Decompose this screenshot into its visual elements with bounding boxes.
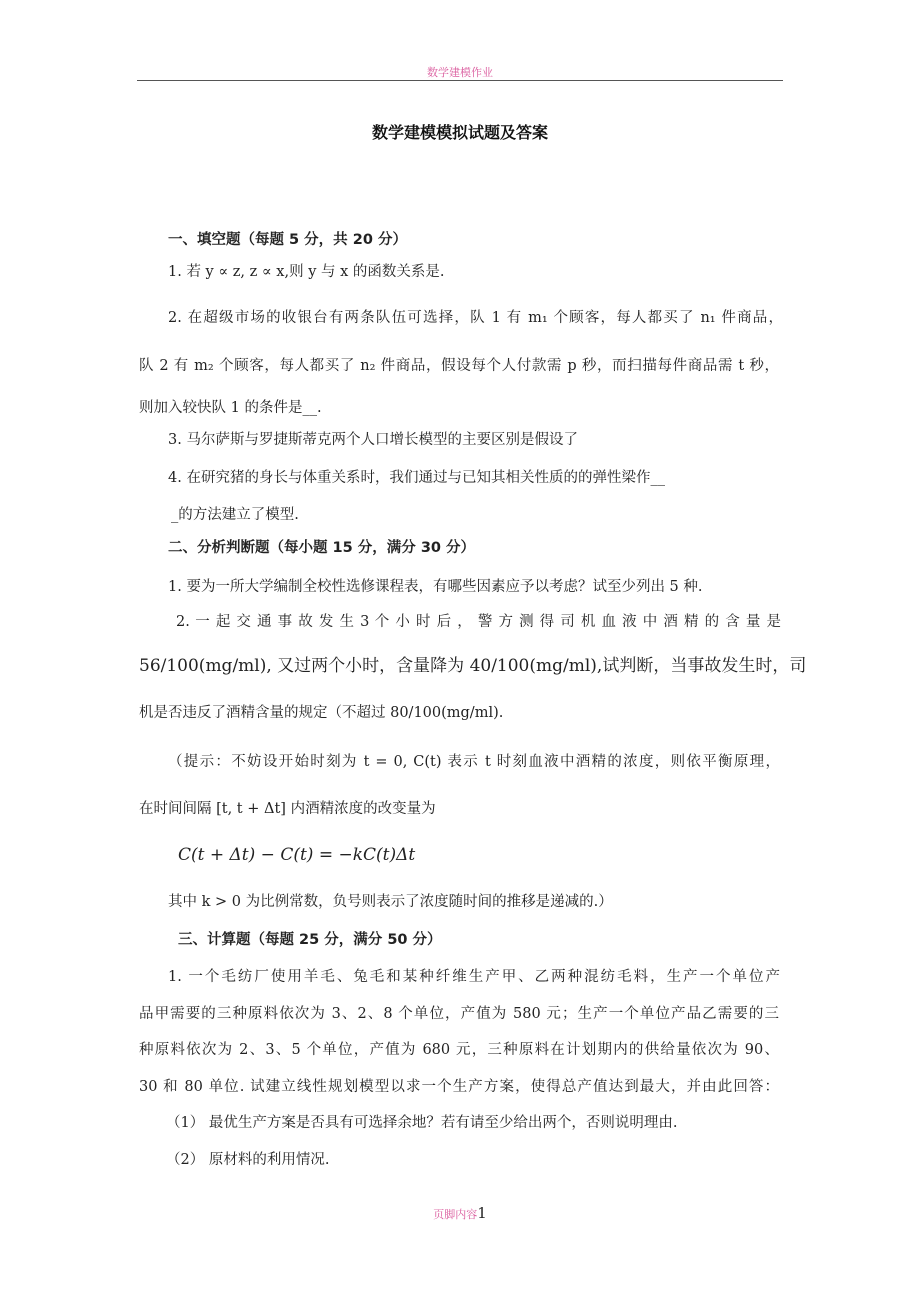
- question-line: 56/100(mg/ml), 又过两个小时，含量降为 40/100(mg/ml),试判断，当事故发生时，司: [139, 656, 807, 676]
- question-line: 队 2 有 m₂ 个顾客，每人都买了 n₂ 件商品，假设每个人付款需 p 秒，而扫描每件商品需 t 秒，: [139, 358, 779, 374]
- question-line: 1. 若 y ∝ z, z ∝ x,则 y 与 x 的函数关系是.: [168, 264, 445, 280]
- question-line: 1. 要为一所大学编制全校性选修课程表，有哪些因素应予以考虑？试至少列出 5 种.: [168, 579, 703, 595]
- page-number: 1: [477, 1204, 487, 1222]
- page-footer: [0, 1204, 920, 1222]
- question-line: 30 和 80 单位. 试建立线性规划模型以求一个生产方案，使得总产值达到最大，并由此回答：: [139, 1079, 779, 1095]
- question-line: 2. 一 起 交 通 事 故 发 生 3 个 小 时 后 ， 警 方 测 得 司 机 血 液 中 酒 精 的 含 量 是: [176, 614, 781, 630]
- section-heading: 一、填空题（每题 5 分，共 20 分）: [168, 232, 407, 248]
- question-line: 1. 一个毛纺厂使用羊毛、兔毛和某种纤维生产甲、乙两种混纺毛料，生产一个单位产: [168, 969, 780, 985]
- sub-question: （2） 原材料的利用情况.: [166, 1152, 330, 1168]
- question-line: 3. 马尔萨斯与罗捷斯蒂克两个人口增长模型的主要区别是假设了: [168, 432, 578, 448]
- question-line: 种原料依次为 2、3、5 个单位，产值为 680 元，三种原料在计划期内的供给量依次为 90、: [139, 1042, 779, 1058]
- question-line: 4. 在研究猪的身长与体重关系时，我们通过与已知其相关性质的的弹性梁作__: [168, 470, 665, 486]
- section-heading: 三、计算题（每题 25 分，满分 50 分）: [178, 932, 442, 948]
- document-title: 数学建模模拟试题及答案: [371, 123, 548, 142]
- question-line: _的方法建立了模型.: [171, 507, 299, 523]
- header-divider: [137, 80, 783, 81]
- question-line: 机是否违反了酒精含量的规定（不超过 80/100(mg/ml).: [139, 705, 504, 721]
- footer-text: 页脚内容: [433, 1208, 478, 1221]
- sub-question: （1） 最优生产方案是否具有可选择余地？若有请至少给出两个，否则说明理由.: [166, 1115, 678, 1131]
- question-line: 则加入较快队 1 的条件是__.: [139, 400, 322, 416]
- hint-line: 其中 k > 0 为比例常数，负号则表示了浓度随时间的推移是递减的.）: [168, 894, 613, 910]
- question-line: 2. 在超级市场的收银台有两条队伍可选择，队 1 有 m₁ 个顾客，每人都买了 n₁ 件商品，: [168, 310, 783, 326]
- question-line: 品甲需要的三种原料依次为 3、2、8 个单位，产值为 580 元；生产一个单位产品乙需要的三: [139, 1006, 779, 1022]
- section-heading: 二、分析判断题（每小题 15 分，满分 30 分）: [168, 540, 476, 556]
- hint-line: 在时间间隔 [t, t + Δt] 内酒精浓度的改变量为: [139, 801, 436, 817]
- hint-line: （提示：不妨设开始时刻为 t = 0, C(t) 表示 t 时刻血液中酒精的浓度，则依平衡原理，: [168, 754, 780, 770]
- formula: C(t + Δt) − C(t) = −kC(t)Δt: [178, 845, 416, 865]
- page-header: 数学建模作业: [427, 66, 493, 79]
